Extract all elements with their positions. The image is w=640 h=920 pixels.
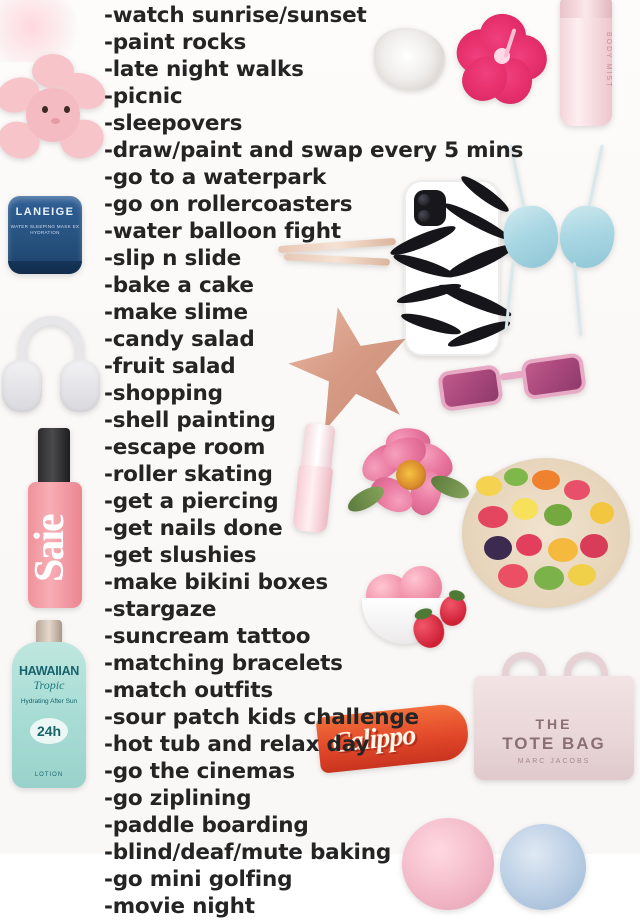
calippo-brand-label: Calippo	[330, 719, 417, 760]
list-item: -slip n slide	[104, 246, 242, 271]
list-item: -movie night	[104, 894, 255, 919]
list-item: -shopping	[104, 381, 223, 406]
list-item: -roller skating	[104, 462, 273, 487]
list-item: -draw/paint and swap every 5 mins	[104, 138, 524, 163]
list-item: -picnic	[104, 84, 183, 109]
list-item: -match outfits	[104, 678, 274, 703]
list-item: -go the cinemas	[104, 759, 295, 784]
pink-fluff-sticker	[0, 0, 86, 62]
list-item: -go mini golfing	[104, 867, 293, 892]
list-item: -sleepovers	[104, 111, 243, 136]
list-item: -blind/deaf/mute baking	[104, 840, 392, 865]
list-item: -get slushies	[104, 543, 257, 568]
laneige-brand-label: LANEIGE	[15, 206, 75, 218]
list-item: -stargaze	[104, 597, 217, 622]
plush-starfish-toy-sticker	[0, 58, 106, 170]
list-item: -suncream tattoo	[104, 624, 311, 649]
saie-nail-polish-sticker	[26, 428, 86, 608]
tote-line2: TOTE BAG	[502, 734, 606, 753]
list-item: -paddle boarding	[104, 813, 309, 838]
list-item: -water balloon fight	[104, 219, 341, 244]
bucket-list	[104, 2, 544, 920]
hawaiian-tropic-line4: 24h	[30, 718, 68, 744]
pink-body-mist-sticker	[560, 0, 612, 126]
hawaiian-tropic-line1: HAWAIIAN	[18, 664, 80, 678]
list-item: -candy salad	[104, 327, 255, 352]
list-item: -get nails done	[104, 516, 283, 541]
saie-brand-label: Saie	[27, 515, 73, 583]
tote-line1: THE	[535, 716, 573, 732]
list-item: -go to a waterpark	[104, 165, 327, 190]
hawaiian-tropic-line2: Tropic	[33, 678, 65, 692]
list-item: -go on rollercoasters	[104, 192, 353, 217]
list-item: -matching bracelets	[104, 651, 343, 676]
list-item: -get a piercing	[104, 489, 279, 514]
hawaiian-tropic-lotion-sticker	[10, 620, 88, 788]
list-item: -escape room	[104, 435, 266, 460]
list-item: -make bikini boxes	[104, 570, 329, 595]
list-item: -late night walks	[104, 57, 304, 82]
list-item: -sour patch kids challenge	[104, 705, 419, 730]
laneige-subtitle: WATER SLEEPING MASK EX HYDRATION	[10, 224, 80, 235]
hawaiian-tropic-line5: LOTION	[34, 772, 64, 778]
body-mist-label: BODY MIST	[605, 32, 612, 89]
list-item: -fruit salad	[104, 354, 236, 379]
hawaiian-tropic-line3: Hydrating After Sun	[20, 698, 78, 705]
list-item: -go ziplining	[104, 786, 252, 811]
list-item: -watch sunrise/sunset	[104, 3, 367, 28]
list-item: -bake a cake	[104, 273, 254, 298]
laneige-jar-sticker	[8, 196, 82, 274]
list-item: -hot tub and relax day	[104, 732, 370, 757]
white-headphones-sticker	[4, 316, 100, 420]
list-item: -paint rocks	[104, 30, 247, 55]
list-item: -shell painting	[104, 408, 276, 433]
tote-line3: MARC JACOBS	[517, 758, 591, 765]
list-item: -make slime	[104, 300, 248, 325]
